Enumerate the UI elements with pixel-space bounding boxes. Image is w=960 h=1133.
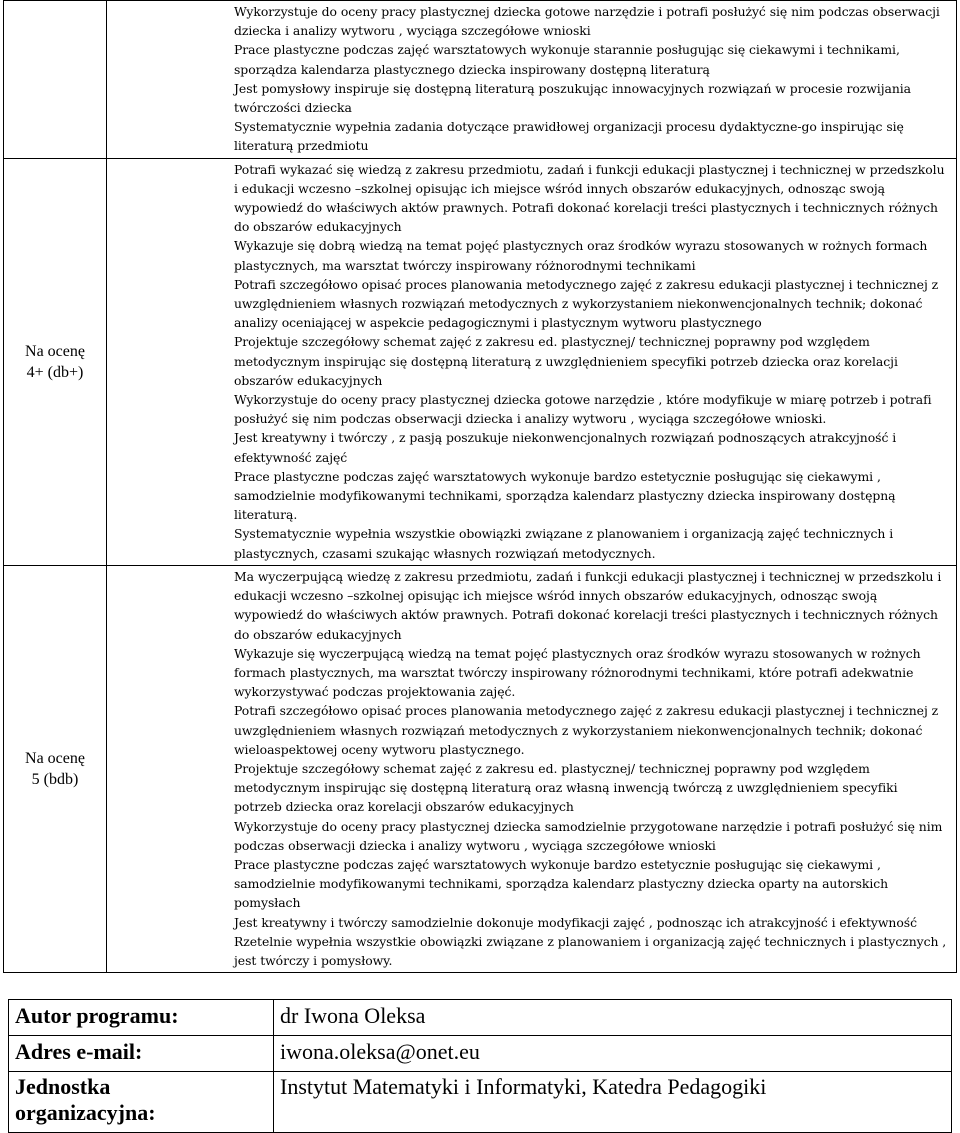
author-label: Autor programu: bbox=[9, 1000, 274, 1036]
criterion-text: Systematycznie wypełnia zadania dotyczące prawidłowej organizacji procesu dydaktyczne-go inspirując się literaturą przedmiotu bbox=[234, 119, 904, 154]
continuation-grade-cell bbox=[4, 1, 107, 159]
criterion-text: Wykazuje się wyczerpującą wiedzą na temat pojęć plastycznych oraz środków wyrazu stosowanych w rożnych formach plastycznych, ma warsztat twórczy inspirowany różnorodnymi technikami, które potrafi adekwatnie wykorzystywać podczas projektowania zajęć. bbox=[234, 645, 921, 700]
continuation-row bbox=[4, 1, 957, 159]
grade-label-cell bbox=[4, 158, 107, 565]
unit-label-line1: Jednostka bbox=[15, 1074, 111, 1099]
criterion-text: Prace plastyczne podczas zajęć warsztatowych wykonuje starannie posługując się ciekawymi i technikami, sporządza kalendarza plastycznego dziecka inspirowany dostępną literaturą bbox=[234, 42, 900, 77]
grade-row-db-plus bbox=[4, 158, 957, 565]
criterion-text: Prace plastyczne podczas zajęć warsztatowych wykonuje bardzo estetycznie posługując się ciekawymi , samodzielnie modyfikowanymi technikami, sporządza kalendarz plastyczny dziecka oparty na autorskich pomysłach bbox=[234, 856, 889, 911]
criterion-text: Potrafi wykazać się wiedzą z zakresu przedmiotu, zadań i funkcji edukacji plastycznej i technicznej w przedszkolu i edukacji wczesno –szkolnej opisując ich miejsce wśród innych obszarów edukacyjnych, odnosząc swoją wypowiedź do właściwych aktów prawnych. Potrafi dokonać korelacji treści plastycznych i technicznych różnych do obszarów edukacyjnych bbox=[234, 161, 945, 235]
criterion-text: Jest kreatywny i twórczy samodzielnie dokonuje modyfikacji zajęć , podnosząc ich atrakcyjność i efektywność bbox=[234, 914, 917, 930]
criterion-text: Projektuje szczegółowy schemat zajęć z zakresu ed. plastycznej/ technicznej poprawny pod względem metodycznym inspirując się dostępną literaturą oraz własną inwencją twórczą z uwzględnieniem specyfiki potrzeb dziecka oraz korelacji obszarów edukacyjnych bbox=[234, 760, 898, 815]
grade-label-cell bbox=[4, 565, 107, 972]
author-info-table bbox=[8, 999, 952, 1133]
grade-label-line2: 5 (bdb) bbox=[31, 771, 79, 789]
grade-label-line2: 4+ (db+) bbox=[26, 363, 84, 381]
criterion-text: Projektuje szczegółowy schemat zajęć z zakresu ed. plastycznej/ technicznej poprawny pod względem metodycznym inspirując się dostępną literaturą z uwzględnieniem specyfiki potrzeb dziecka oraz korelacji obszarów edukacyjnych bbox=[234, 334, 898, 388]
unit-label-line2: organizacyjna: bbox=[15, 1100, 156, 1125]
continuation-criteria-cell bbox=[107, 1, 957, 159]
email-value[interactable]: iwona.oleksa@onet.eu bbox=[274, 1036, 952, 1072]
grade-label-line1: Na ocenę bbox=[25, 750, 85, 768]
criterion-text: Wykazuje się dobrą wiedzą na temat pojęć plastycznych oraz środków wyrazu stosowanych w rożnych formach plastycznych, ma warsztat twórczy inspirowany różnorodnymi technikami bbox=[234, 238, 928, 273]
criteria-cell bbox=[107, 158, 957, 565]
criterion-text: Wykorzystuje do oceny pracy plastycznej dziecka samodzielnie przygotowane narzędzie i potrafi posłużyć się nim podczas obserwacji dziecka i analizy wytworu , wyciąga szczegółowe wnioski bbox=[234, 818, 943, 853]
email-label: Adres e-mail: bbox=[9, 1036, 274, 1072]
criterion-text: Systematycznie wypełnia wszystkie obowiązki związane z planowaniem i organizacją zajęć technicznych i plastycznych, czasami szukając własnych rozwiązań metodycznych. bbox=[234, 526, 894, 561]
criterion-text: Potrafi szczegółowo opisać proces planowania metodycznego zajęć z zakresu edukacji plastycznej i technicznej z uwzględnieniem własnych rozwiązań metodycznych z wykorzystaniem niekonwencjonalnych technik; dokonać wieloaspektowej oceny wytworu plastycznego. bbox=[234, 703, 939, 757]
criterion-text: Wykorzystuje do oceny pracy plastycznej dziecka gotowe narzędzie i potrafi posłużyć się nim podczas obserwacji dziecka i analizy wytworu , wyciąga szczegółowe wnioski bbox=[234, 4, 940, 39]
criterion-text: Jest pomysłowy inspiruje się dostępną literaturą poszukując innowacyjnych rozwiązań w procesie rozwijania twórczości dziecka bbox=[234, 80, 912, 116]
unit-value: Instytut Matematyki i Informatyki, Katedra Pedagogiki bbox=[274, 1072, 952, 1133]
author-value: dr Iwona Oleksa bbox=[274, 1000, 952, 1036]
grade-row-bdb bbox=[4, 565, 957, 972]
grade-label-line1: Na ocenę bbox=[25, 342, 85, 360]
unit-label bbox=[9, 1072, 274, 1133]
grading-criteria-table bbox=[3, 0, 957, 973]
criterion-text: Wykorzystuje do oceny pracy plastycznej dziecka gotowe narzędzie , które modyfikuje w miarę potrzeb i potrafi posłużyć się nim podczas obserwacji dziecka i analizy wytworu , wyciąga szczegółowe wnioski. bbox=[234, 392, 932, 427]
criteria-cell bbox=[107, 565, 957, 972]
email-row bbox=[9, 1036, 952, 1072]
criterion-text: Ma wyczerpującą wiedzę z zakresu przedmiotu, zadań i funkcji edukacji plastycznej i technicznej w przedszkolu i edukacji wczesno –szkolnej opisując ich miejsce wśród innych obszarów edukacyjnych, odnosząc swoją wypowiedź do właściwych aktów prawnych. Potrafi dokonać korelacji treści plastycznych i technicznych różnych do obszarów edukacyjnych bbox=[234, 568, 942, 642]
criterion-text: Potrafi szczegółowo opisać proces planowania metodycznego zajęć z zakresu edukacji plastycznej i technicznej z uwzględnieniem własnych rozwiązań metodycznych z wykorzystaniem niekonwencjonalnych technik; dokonać analizy oceniającej w aspekcie pedagogicznymi i plastycznym wytworu plastycznego bbox=[234, 276, 939, 331]
criterion-text: Jest kreatywny i twórczy , z pasją poszukuje niekonwencjonalnych rozwiązań podnoszących atrakcyjność i efektywność zajęć bbox=[234, 430, 897, 465]
criterion-text: Prace plastyczne podczas zajęć warsztatowych wykonuje bardzo estetycznie posługując się ciekawymi , samodzielnie modyfikowanymi technikami, sporządza kalendarz plastyczny dziecka inspirowany dostępną literaturą. bbox=[234, 468, 896, 523]
criterion-text: Rzetelnie wypełnia wszystkie obowiązki związane z planowaniem i organizacją zajęć technicznych i plastycznych , jest twórczy i pomysłowy. bbox=[234, 933, 947, 968]
author-row bbox=[9, 1000, 952, 1036]
unit-row bbox=[9, 1072, 952, 1133]
